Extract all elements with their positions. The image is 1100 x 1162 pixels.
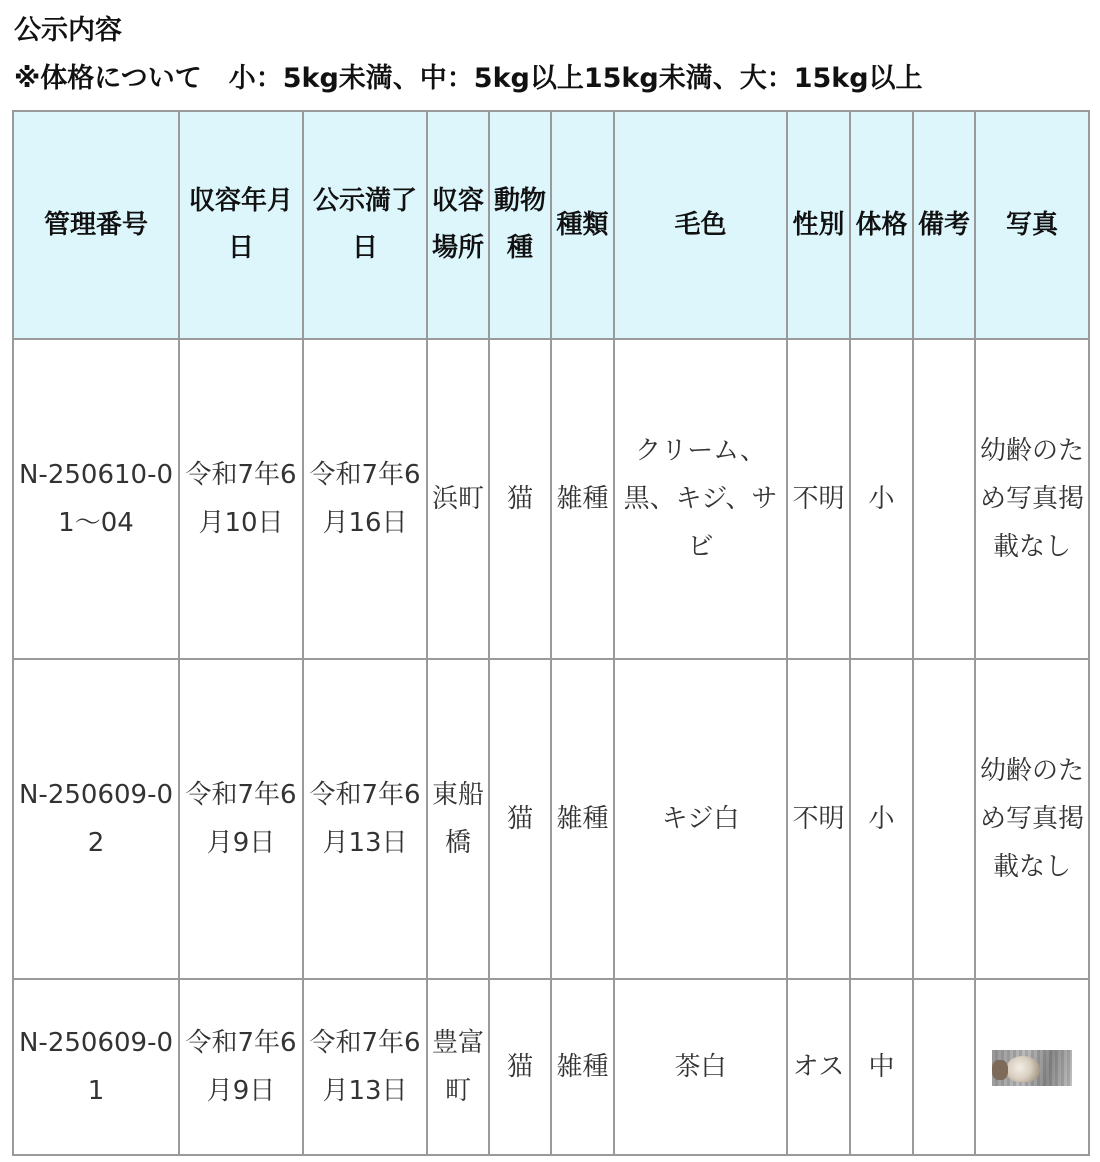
- header-sex: 性別: [787, 111, 850, 339]
- cell-remarks: [913, 339, 975, 659]
- cell-notice-end: 令和7年6月13日: [303, 659, 427, 979]
- header-row: [13, 111, 1089, 339]
- cell-breed: 雑種: [551, 339, 614, 659]
- header-id: 管理番号: [13, 111, 179, 339]
- header-color: 毛色: [614, 111, 787, 339]
- cell-photo: [975, 979, 1089, 1155]
- header-location: 収容場所: [427, 111, 489, 339]
- cell-color: キジ白: [614, 659, 787, 979]
- page-title: 公示内容: [14, 15, 122, 46]
- cell-remarks: [913, 979, 975, 1155]
- cell-species: 猫: [489, 339, 551, 659]
- cell-id: N-250609-01: [13, 979, 179, 1155]
- cell-photo: 幼齢のため写真掲載なし: [975, 659, 1089, 979]
- header-species: 動物種: [489, 111, 551, 339]
- table-row: [13, 979, 1089, 1155]
- table-row: [13, 339, 1089, 659]
- cat-photo-thumbnail[interactable]: [992, 1050, 1072, 1086]
- cell-size: 小: [850, 339, 913, 659]
- cell-intake-date: 令和7年6月9日: [179, 979, 303, 1155]
- cell-id: N-250610-01～04: [13, 339, 179, 659]
- cell-color: 茶白: [614, 979, 787, 1155]
- header-size: 体格: [850, 111, 913, 339]
- cell-color: クリーム、黒、キジ、サビ: [614, 339, 787, 659]
- cell-breed: 雑種: [551, 659, 614, 979]
- header-intake-date: 収容年月日: [179, 111, 303, 339]
- animal-notice-table: [12, 110, 1090, 1156]
- cell-photo: 幼齢のため写真掲載なし: [975, 339, 1089, 659]
- cell-location: 浜町: [427, 339, 489, 659]
- cell-breed: 雑種: [551, 979, 614, 1155]
- header-breed: 種類: [551, 111, 614, 339]
- cell-remarks: [913, 659, 975, 979]
- header-remarks: 備考: [913, 111, 975, 339]
- cell-notice-end: 令和7年6月13日: [303, 979, 427, 1155]
- cell-size: 小: [850, 659, 913, 979]
- cell-species: 猫: [489, 979, 551, 1155]
- header-notice-end: 公示満了日: [303, 111, 427, 339]
- cell-sex: オス: [787, 979, 850, 1155]
- cell-species: 猫: [489, 659, 551, 979]
- cell-size: 中: [850, 979, 913, 1155]
- cell-intake-date: 令和7年6月9日: [179, 659, 303, 979]
- cell-sex: 不明: [787, 659, 850, 979]
- header-photo: 写真: [975, 111, 1089, 339]
- table-row: [13, 659, 1089, 979]
- cell-id: N-250609-02: [13, 659, 179, 979]
- cell-location: 豊富町: [427, 979, 489, 1155]
- cell-sex: 不明: [787, 339, 850, 659]
- cell-intake-date: 令和7年6月10日: [179, 339, 303, 659]
- size-note: ※体格について 小：5kg未満、中：5kg以上15kg未満、大：15kg以上: [14, 63, 923, 94]
- cell-notice-end: 令和7年6月16日: [303, 339, 427, 659]
- cell-location: 東船橋: [427, 659, 489, 979]
